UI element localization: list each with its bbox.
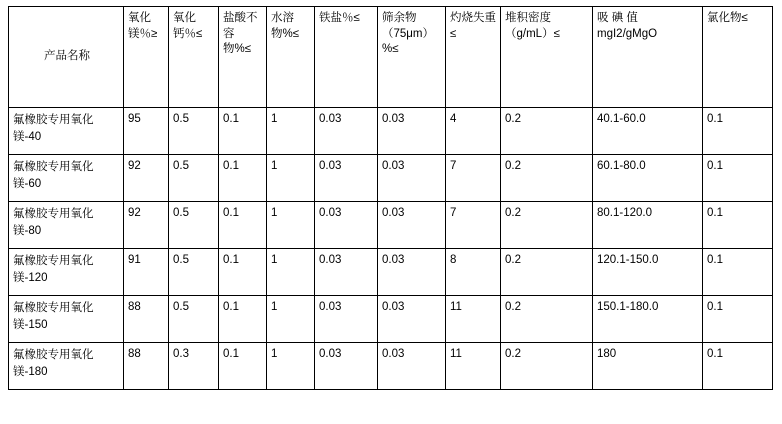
header-cell-water-soluble: 水溶物%≤ (267, 7, 315, 108)
table-body (9, 108, 773, 390)
cell-sieve-residue: 0.03 (378, 108, 446, 155)
cell-magnesium-oxide: 91 (124, 249, 169, 296)
cell-chloride: 0.1 (703, 296, 773, 343)
cell-bulk-density: 0.2 (501, 249, 593, 296)
header-cell-sieve-residue: 筛余物（75μm）%≤ (378, 7, 446, 108)
specification-table (8, 6, 773, 390)
cell-hcl-insoluble: 0.1 (219, 202, 267, 249)
cell-ignition-loss: 11 (446, 343, 501, 390)
cell-iron-salt: 0.03 (315, 108, 378, 155)
header-row (9, 7, 773, 108)
cell-iodine-value: 120.1-150.0 (593, 249, 703, 296)
cell-ignition-loss: 4 (446, 108, 501, 155)
cell-chloride: 0.1 (703, 343, 773, 390)
cell-bulk-density: 0.2 (501, 343, 593, 390)
cell-bulk-density: 0.2 (501, 296, 593, 343)
cell-iodine-value: 60.1-80.0 (593, 155, 703, 202)
table-row (9, 343, 773, 390)
cell-calcium-oxide: 0.5 (169, 202, 219, 249)
cell-iron-salt: 0.03 (315, 249, 378, 296)
cell-hcl-insoluble: 0.1 (219, 343, 267, 390)
cell-iodine-value: 150.1-180.0 (593, 296, 703, 343)
cell-ignition-loss: 11 (446, 296, 501, 343)
header-cell-magnesium-oxide: 氧化镁％≥ (124, 7, 169, 108)
cell-hcl-insoluble: 0.1 (219, 108, 267, 155)
cell-hcl-insoluble: 0.1 (219, 296, 267, 343)
cell-iodine-value: 40.1-60.0 (593, 108, 703, 155)
cell-calcium-oxide: 0.3 (169, 343, 219, 390)
cell-calcium-oxide: 0.5 (169, 296, 219, 343)
cell-product-name: 氟橡胶专用氧化镁-60 (9, 155, 124, 202)
cell-magnesium-oxide: 95 (124, 108, 169, 155)
cell-iodine-value: 180 (593, 343, 703, 390)
cell-iodine-value: 80.1-120.0 (593, 202, 703, 249)
cell-water-soluble: 1 (267, 155, 315, 202)
cell-sieve-residue: 0.03 (378, 249, 446, 296)
cell-chloride: 0.1 (703, 202, 773, 249)
cell-magnesium-oxide: 92 (124, 202, 169, 249)
cell-product-name: 氟橡胶专用氧化镁-180 (9, 343, 124, 390)
cell-sieve-residue: 0.03 (378, 343, 446, 390)
cell-iron-salt: 0.03 (315, 202, 378, 249)
cell-water-soluble: 1 (267, 108, 315, 155)
cell-iron-salt: 0.03 (315, 296, 378, 343)
cell-iron-salt: 0.03 (315, 343, 378, 390)
cell-product-name: 氟橡胶专用氧化镁-150 (9, 296, 124, 343)
cell-product-name: 氟橡胶专用氧化镁-80 (9, 202, 124, 249)
table-row (9, 108, 773, 155)
cell-magnesium-oxide: 88 (124, 343, 169, 390)
cell-ignition-loss: 7 (446, 202, 501, 249)
cell-magnesium-oxide: 88 (124, 296, 169, 343)
table-header (9, 7, 773, 108)
cell-water-soluble: 1 (267, 296, 315, 343)
cell-hcl-insoluble: 0.1 (219, 249, 267, 296)
header-cell-ignition-loss: 灼烧失重≤ (446, 7, 501, 108)
cell-water-soluble: 1 (267, 343, 315, 390)
cell-iron-salt: 0.03 (315, 155, 378, 202)
cell-water-soluble: 1 (267, 202, 315, 249)
cell-sieve-residue: 0.03 (378, 155, 446, 202)
table-row (9, 296, 773, 343)
header-cell-calcium-oxide: 氧化钙％≤ (169, 7, 219, 108)
cell-magnesium-oxide: 92 (124, 155, 169, 202)
cell-calcium-oxide: 0.5 (169, 108, 219, 155)
cell-chloride: 0.1 (703, 155, 773, 202)
cell-bulk-density: 0.2 (501, 155, 593, 202)
table-row (9, 202, 773, 249)
cell-ignition-loss: 7 (446, 155, 501, 202)
cell-calcium-oxide: 0.5 (169, 155, 219, 202)
table-row (9, 249, 773, 296)
cell-water-soluble: 1 (267, 249, 315, 296)
header-cell-iron-salt: 铁盐％≤ (315, 7, 378, 108)
cell-product-name: 氟橡胶专用氧化镁-120 (9, 249, 124, 296)
header-cell-hcl-insoluble: 盐酸不容物%≤ (219, 7, 267, 108)
cell-sieve-residue: 0.03 (378, 296, 446, 343)
header-cell-product-name: 产品名称 (9, 7, 124, 108)
cell-calcium-oxide: 0.5 (169, 249, 219, 296)
cell-sieve-residue: 0.03 (378, 202, 446, 249)
cell-bulk-density: 0.2 (501, 108, 593, 155)
header-cell-chloride: 氯化物≤ (703, 7, 773, 108)
cell-ignition-loss: 8 (446, 249, 501, 296)
cell-bulk-density: 0.2 (501, 202, 593, 249)
header-cell-iodine-value: 吸 碘 值 mgI2/gMgO (593, 7, 703, 108)
cell-chloride: 0.1 (703, 249, 773, 296)
header-cell-bulk-density: 堆积密度（g/mL）≤ (501, 7, 593, 108)
cell-chloride: 0.1 (703, 108, 773, 155)
table-row (9, 155, 773, 202)
cell-product-name: 氟橡胶专用氧化镁-40 (9, 108, 124, 155)
cell-hcl-insoluble: 0.1 (219, 155, 267, 202)
